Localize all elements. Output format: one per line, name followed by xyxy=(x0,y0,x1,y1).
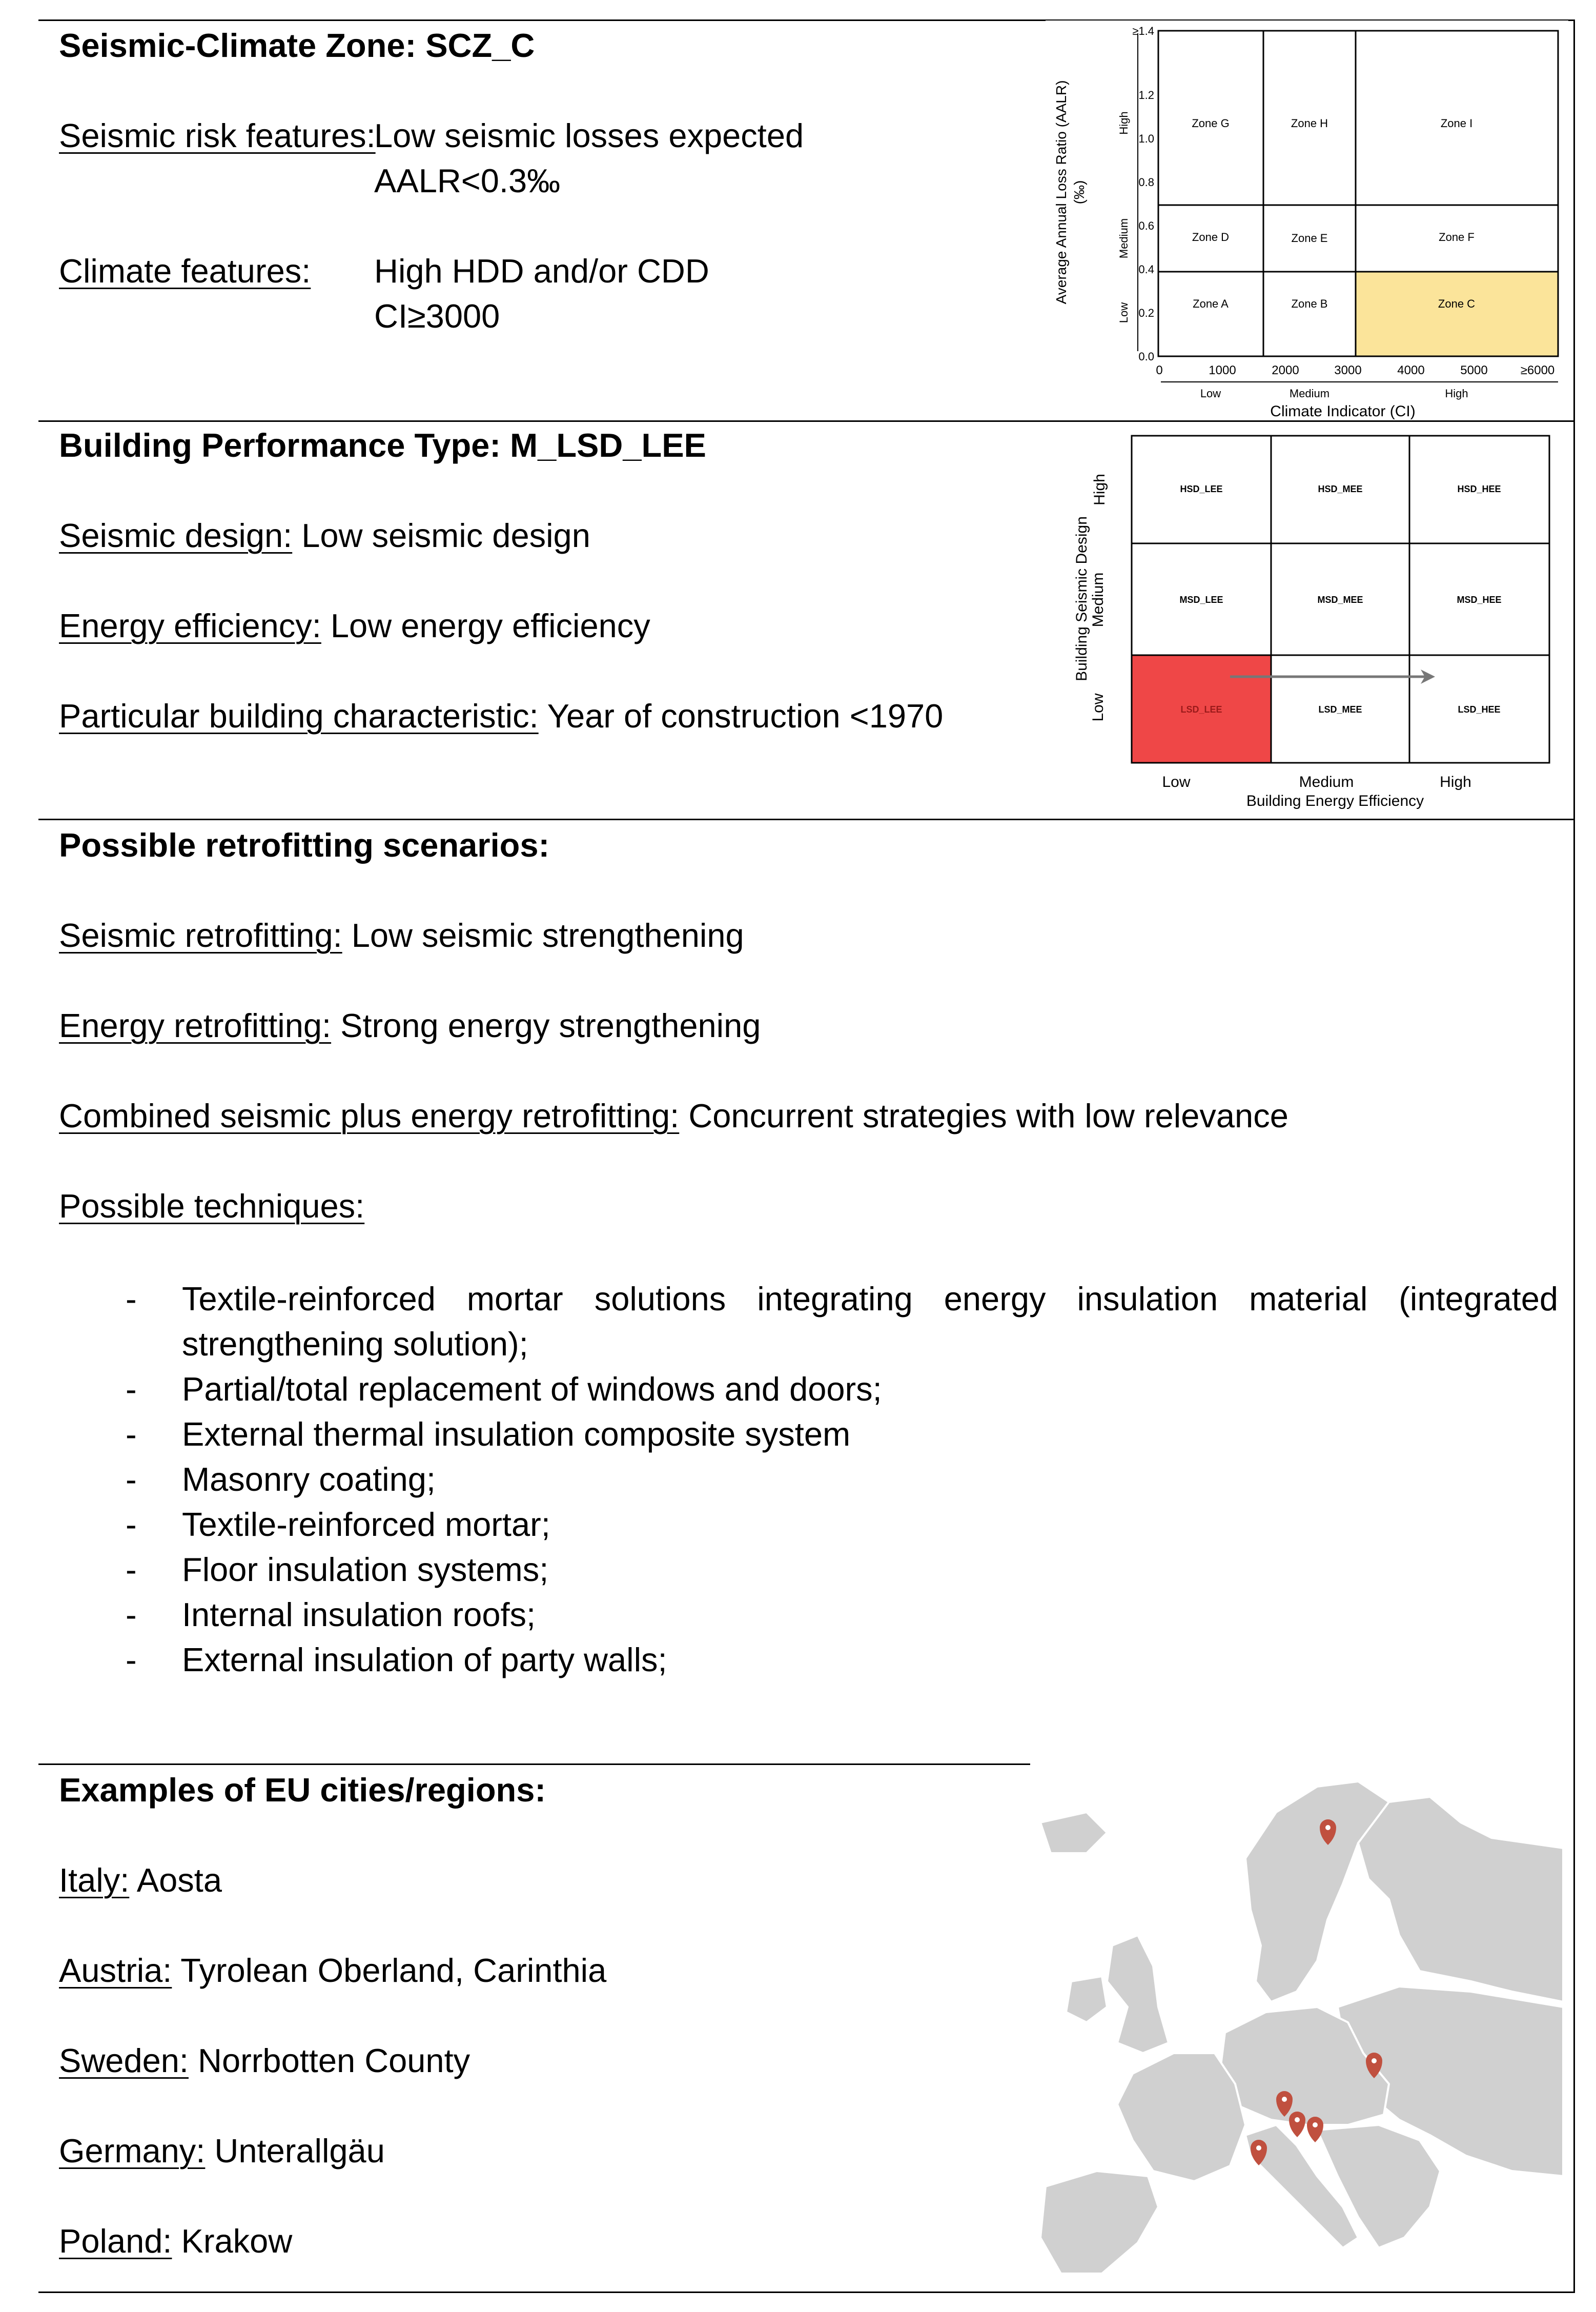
example-country: Germany: xyxy=(59,2132,206,2169)
zone-g-label: Zone G xyxy=(1192,117,1230,130)
x-group-medium: Medium xyxy=(1289,387,1330,400)
seismic-risk-row-2 xyxy=(59,158,1033,204)
seismic-design-value: Low seismic design xyxy=(301,517,590,554)
particular-characteristic-label: Particular building characteristic: xyxy=(59,697,539,735)
building-title: Building Performance Type: M_LSD_LEE xyxy=(59,427,706,464)
seismic-retrofit-value: Low seismic strengthening xyxy=(351,917,744,954)
climate-value: High HDD and/or CDD xyxy=(374,252,709,290)
list-item: - Internal insulation roofs; xyxy=(59,1592,1558,1637)
zone-b-label: Zone B xyxy=(1291,297,1328,310)
zone-c-highlight xyxy=(1356,272,1558,356)
techniques-list xyxy=(59,1276,1558,1682)
examples-title: Examples of EU cities/regions: xyxy=(59,1771,546,1809)
example-row-poland xyxy=(59,2219,1033,2264)
section-divider-2 xyxy=(38,819,1575,820)
building-y-medium: Medium xyxy=(1090,572,1107,627)
building-y-low: Low xyxy=(1090,693,1107,722)
example-country: Sweden: xyxy=(59,2042,189,2079)
energy-retrofit-row xyxy=(59,1003,1545,1048)
techniques-row xyxy=(59,1184,1545,1229)
seismic-risk-label: Seismic risk features: xyxy=(59,117,376,154)
climate-row xyxy=(59,249,1033,294)
zone-chart-x-title: Climate Indicator (CI) xyxy=(1270,403,1416,420)
building-y-high: High xyxy=(1091,474,1108,505)
x-tick: ≥6000 xyxy=(1520,363,1555,377)
marker-tyrolean-oberland-icon xyxy=(1289,2112,1305,2137)
y-tick: 0.4 xyxy=(1138,263,1154,276)
zone-title: Seismic-Climate Zone: SCZ_C xyxy=(59,27,535,64)
example-place: Krakow xyxy=(181,2222,293,2260)
example-row-italy xyxy=(59,1858,1033,1903)
climate-label: Climate features: xyxy=(59,252,311,290)
example-country: Italy: xyxy=(59,1861,130,1899)
seismic-retrofit-row xyxy=(59,913,1545,958)
y-tick: 0.2 xyxy=(1138,307,1154,319)
y-tick: 0.8 xyxy=(1138,176,1154,189)
x-group-high: High xyxy=(1445,387,1468,400)
map-landmass xyxy=(1040,1781,1563,2274)
building-chart xyxy=(1073,425,1568,818)
zone-c-label: Zone C xyxy=(1438,297,1476,310)
zone-i-label: Zone I xyxy=(1440,117,1473,130)
combined-retrofit-value: Concurrent strategies with low relevance xyxy=(688,1097,1288,1134)
list-item: - Floor insulation systems; xyxy=(59,1547,1558,1592)
energy-efficiency-value: Low energy efficiency xyxy=(330,607,650,644)
combined-retrofit-row xyxy=(59,1093,1545,1139)
example-row-austria xyxy=(59,1948,1033,1993)
zone-f-label: Zone F xyxy=(1439,231,1475,244)
particular-characteristic-row xyxy=(59,694,1084,739)
zone-h-label: Zone H xyxy=(1291,117,1328,130)
y-tick: 0.0 xyxy=(1138,350,1154,363)
y-tick: 1.0 xyxy=(1138,132,1154,145)
y-tick: 0.6 xyxy=(1138,219,1154,232)
y-group-low: Low xyxy=(1117,302,1130,323)
building-x-low: Low xyxy=(1162,774,1191,790)
example-row-sweden xyxy=(59,2038,1033,2083)
combined-retrofit-label: Combined seismic plus energy retrofitting: xyxy=(59,1097,680,1134)
cell-lsd-lee: LSD_LEE xyxy=(1180,704,1222,715)
cell-lsd-hee: LSD_HEE xyxy=(1458,704,1501,715)
y-tick: ≥1.4 xyxy=(1132,25,1154,37)
zone-d-label: Zone D xyxy=(1192,231,1230,244)
cell-hsd-lee: HSD_LEE xyxy=(1180,484,1223,494)
examples-section xyxy=(59,1768,1033,2264)
cell-hsd-hee: HSD_HEE xyxy=(1457,484,1501,494)
cell-lsd-mee: LSD_MEE xyxy=(1318,704,1362,715)
section-divider-1 xyxy=(38,420,1575,422)
climate-value-2: CI≥3000 xyxy=(374,297,500,335)
seismic-risk-value-2: AALR<0.3‰ xyxy=(374,162,561,199)
x-tick: 0 xyxy=(1156,363,1163,377)
seismic-design-row xyxy=(59,513,1084,558)
seismic-risk-value: Low seismic losses expected xyxy=(374,117,804,154)
europe-map xyxy=(1030,1766,1568,2289)
zone-a-label: Zone A xyxy=(1193,297,1229,310)
energy-efficiency-row xyxy=(59,603,1084,648)
list-item: - Partial/total replacement of windows and doors; xyxy=(59,1367,1558,1412)
example-place: Aosta xyxy=(136,1861,222,1899)
energy-retrofit-label: Energy retrofitting: xyxy=(59,1007,332,1044)
climate-row-2 xyxy=(59,294,1033,339)
table-bottom-border xyxy=(38,2291,1575,2293)
example-country: Austria: xyxy=(59,1952,172,1989)
building-x-high: High xyxy=(1440,774,1471,790)
zone-chart xyxy=(1046,21,1568,420)
x-tick: 3000 xyxy=(1334,363,1362,377)
cell-msd-hee: MSD_HEE xyxy=(1457,595,1502,605)
building-section xyxy=(59,423,1084,739)
cell-msd-lee: MSD_LEE xyxy=(1179,595,1223,605)
example-place: Unterallgäu xyxy=(214,2132,385,2169)
list-item: - External thermal insulation composite system xyxy=(59,1412,1558,1457)
table-right-border xyxy=(1573,19,1575,2293)
seismic-retrofit-label: Seismic retrofitting: xyxy=(59,917,342,954)
x-tick: 5000 xyxy=(1460,363,1488,377)
building-x-medium: Medium xyxy=(1299,774,1354,790)
energy-efficiency-label: Energy efficiency: xyxy=(59,607,321,644)
cell-hsd-mee: HSD_MEE xyxy=(1318,484,1363,494)
cell-msd-mee: MSD_MEE xyxy=(1317,595,1363,605)
y-group-high: High xyxy=(1117,111,1130,135)
y-group-medium: Medium xyxy=(1117,218,1130,259)
zone-chart-y-title: Average Annual Loss Ratio (AALR) xyxy=(1053,80,1069,305)
list-item: - External insulation of party walls; xyxy=(59,1637,1558,1682)
energy-retrofit-value: Strong energy strengthening xyxy=(340,1007,761,1044)
x-tick: 2000 xyxy=(1272,363,1299,377)
zone-chart-y-unit: (‰) xyxy=(1071,180,1087,205)
seismic-design-label: Seismic design: xyxy=(59,517,293,554)
particular-characteristic-value: Year of construction <1970 xyxy=(547,697,944,735)
retrofit-section xyxy=(59,823,1545,1229)
techniques-label: Possible techniques: xyxy=(59,1187,365,1225)
retrofit-title: Possible retrofitting scenarios: xyxy=(59,826,550,864)
building-y-title: Building Seismic Design xyxy=(1073,516,1090,681)
list-item: - Textile-reinforced mortar; xyxy=(59,1502,1558,1547)
y-tick: 1.2 xyxy=(1138,89,1154,102)
zone-e-label: Zone E xyxy=(1291,232,1328,245)
x-tick: 1000 xyxy=(1209,363,1236,377)
x-group-low: Low xyxy=(1200,387,1221,400)
example-country: Poland: xyxy=(59,2222,172,2260)
list-item: - Masonry coating; xyxy=(59,1457,1558,1502)
example-row-germany xyxy=(59,2128,1033,2174)
example-place: Tyrolean Oberland, Carinthia xyxy=(180,1952,607,1989)
example-place: Norrbotten County xyxy=(198,2042,470,2079)
list-item: - Textile-reinforced mortar solutions integrating energy insulation material (integrated strengthening solution); xyxy=(59,1276,1558,1367)
seismic-risk-row xyxy=(59,113,1033,158)
building-x-title: Building Energy Efficiency xyxy=(1246,793,1424,809)
section-divider-3 xyxy=(38,1763,1030,1765)
zone-section xyxy=(59,23,1033,339)
x-tick: 4000 xyxy=(1397,363,1425,377)
